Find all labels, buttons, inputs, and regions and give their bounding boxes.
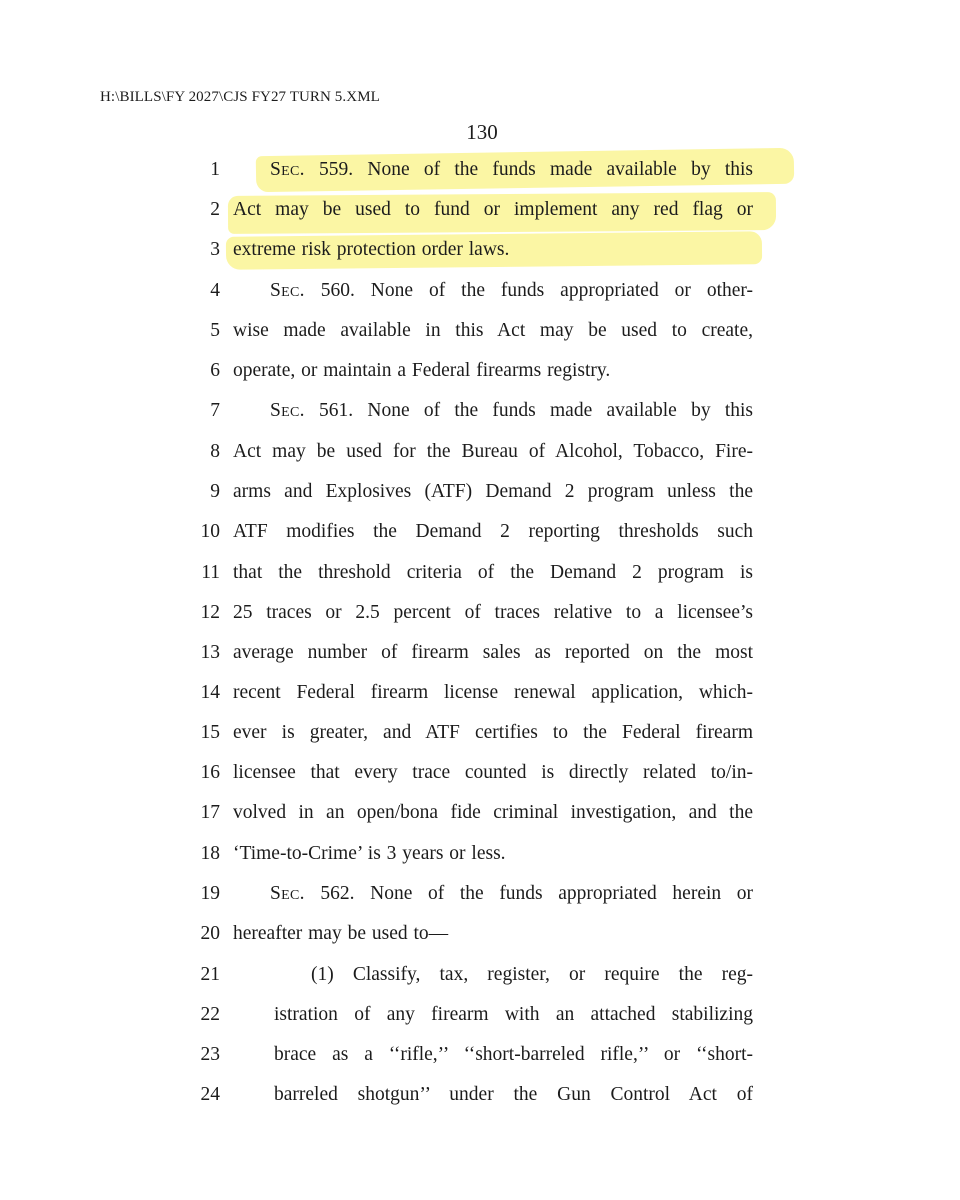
line-text: Sec. 562. None of the funds appropriated herein or bbox=[270, 883, 753, 904]
line-text: Sec. 559. None of the funds made available by this bbox=[270, 159, 753, 180]
bill-line bbox=[0, 753, 960, 793]
line-text: ever is greater, and ATF certifies to the Federal firearm bbox=[233, 722, 753, 743]
line-text: istration of any firearm with an attached stabilizing bbox=[274, 1004, 753, 1025]
line-text: Sec. 560. None of the funds appropriated or other- bbox=[270, 280, 753, 301]
line-number: 3 bbox=[210, 239, 220, 260]
bill-line bbox=[0, 432, 960, 472]
bill-line bbox=[0, 391, 960, 431]
line-text: ATF modifies the Demand 2 reporting thresholds such bbox=[233, 521, 753, 542]
line-number: 20 bbox=[200, 923, 220, 944]
file-path-header: H:\BILLS\FY 2027\CJS FY27 TURN 5.XML bbox=[100, 89, 380, 105]
bill-line bbox=[0, 995, 960, 1035]
line-number: 8 bbox=[210, 441, 220, 462]
line-number: 18 bbox=[200, 843, 220, 864]
section-label: Sec. bbox=[270, 883, 305, 904]
line-text: volved in an open/bona fide criminal investigation, and the bbox=[233, 802, 753, 823]
bill-line bbox=[0, 553, 960, 593]
line-text: average number of firearm sales as reported on the most bbox=[233, 642, 753, 663]
bill-line bbox=[0, 512, 960, 552]
line-number: 21 bbox=[200, 964, 220, 985]
line-text: arms and Explosives (ATF) Demand 2 program unless the bbox=[233, 481, 753, 502]
line-text: that the threshold criteria of the Demand 2 program is bbox=[233, 562, 753, 583]
line-text: Sec. 561. None of the funds made available by this bbox=[270, 400, 753, 421]
line-text: extreme risk protection order laws. bbox=[233, 239, 510, 260]
line-number: 1 bbox=[210, 159, 220, 180]
bill-line bbox=[0, 713, 960, 753]
line-text: brace as a ‘‘rifle,’’ ‘‘short-barreled rifle,’’ or ‘‘short- bbox=[274, 1044, 753, 1065]
line-text: wise made available in this Act may be used to create, bbox=[233, 320, 753, 341]
line-text: ‘Time-to-Crime’ is 3 years or less. bbox=[233, 843, 506, 864]
line-number: 17 bbox=[200, 802, 220, 823]
line-text: operate, or maintain a Federal firearms registry. bbox=[233, 360, 611, 381]
bill-line bbox=[0, 874, 960, 914]
line-text: barreled shotgun’’ under the Gun Control Act of bbox=[274, 1084, 753, 1105]
line-text: 25 traces or 2.5 percent of traces relative to a licensee’s bbox=[233, 602, 753, 623]
section-label: Sec. bbox=[270, 159, 305, 180]
line-number: 11 bbox=[201, 562, 220, 583]
bill-line bbox=[0, 633, 960, 673]
line-number: 15 bbox=[200, 722, 220, 743]
bill-line bbox=[0, 150, 960, 190]
bill-line bbox=[0, 673, 960, 713]
line-text: recent Federal firearm license renewal application, which- bbox=[233, 682, 753, 703]
bill-line bbox=[0, 230, 960, 270]
line-number: 7 bbox=[210, 400, 220, 421]
line-text: Act may be used for the Bureau of Alcohol, Tobacco, Fire- bbox=[233, 441, 753, 462]
bill-line bbox=[0, 834, 960, 874]
bill-line bbox=[0, 1035, 960, 1075]
line-text: Act may be used to fund or implement any red flag or bbox=[233, 199, 753, 220]
line-text: hereafter may be used to— bbox=[233, 923, 449, 944]
line-number: 22 bbox=[200, 1004, 220, 1025]
bill-line bbox=[0, 793, 960, 833]
line-number: 16 bbox=[200, 762, 220, 783]
bill-line bbox=[0, 190, 960, 230]
line-number: 9 bbox=[210, 481, 220, 502]
line-number: 6 bbox=[210, 360, 220, 381]
line-number: 12 bbox=[200, 602, 220, 623]
bill-line bbox=[0, 311, 960, 351]
line-number: 24 bbox=[200, 1084, 220, 1105]
page-number: 130 bbox=[466, 120, 498, 144]
bill-line bbox=[0, 914, 960, 954]
line-number: 5 bbox=[210, 320, 220, 341]
line-number: 10 bbox=[200, 521, 220, 542]
bill-line bbox=[0, 472, 960, 512]
section-label: Sec. bbox=[270, 400, 305, 421]
line-number: 4 bbox=[210, 280, 220, 301]
bill-line bbox=[0, 271, 960, 311]
line-number: 2 bbox=[210, 199, 220, 220]
bill-line bbox=[0, 593, 960, 633]
bill-line bbox=[0, 351, 960, 391]
line-text: licensee that every trace counted is directly related to/in- bbox=[233, 762, 753, 783]
line-number: 19 bbox=[200, 883, 220, 904]
line-text: (1) Classify, tax, register, or require the reg- bbox=[311, 964, 753, 985]
section-label: Sec. bbox=[270, 280, 305, 301]
line-number: 23 bbox=[200, 1044, 220, 1065]
bill-line bbox=[0, 955, 960, 995]
line-number: 14 bbox=[200, 682, 220, 703]
bill-line bbox=[0, 1075, 960, 1115]
line-number: 13 bbox=[200, 642, 220, 663]
